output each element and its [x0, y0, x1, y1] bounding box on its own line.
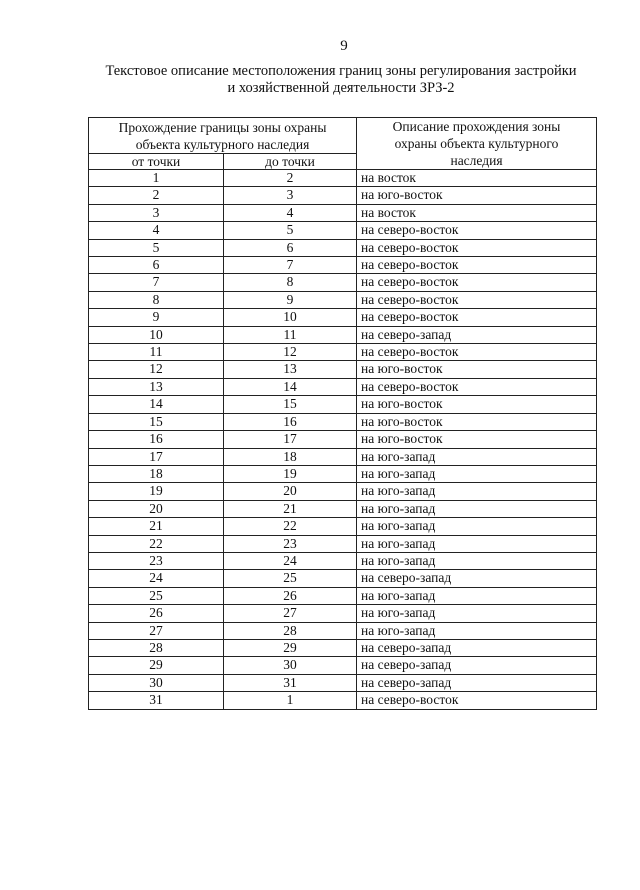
cell-from-point: 2 [89, 187, 224, 204]
cell-from-point: 30 [89, 674, 224, 691]
table-row [89, 431, 597, 448]
document-title [88, 63, 594, 97]
cell-to-point: 8 [224, 274, 357, 291]
table-row [89, 187, 597, 204]
cell-direction: на юго-восток [357, 187, 597, 204]
table-row [89, 570, 597, 587]
boundary-table [88, 117, 597, 710]
cell-direction: на северо-восток [357, 309, 597, 326]
cell-to-point: 22 [224, 518, 357, 535]
cell-from-point: 7 [89, 274, 224, 291]
cell-direction: на юго-запад [357, 587, 597, 604]
cell-to-point: 23 [224, 535, 357, 552]
table-row [89, 552, 597, 569]
cell-from-point: 27 [89, 622, 224, 639]
cell-from-point: 29 [89, 657, 224, 674]
header-description-line-3: наследия [450, 153, 503, 168]
cell-direction: на северо-запад [357, 639, 597, 656]
cell-to-point: 2 [224, 170, 357, 187]
cell-direction: на северо-запад [357, 570, 597, 587]
cell-to-point: 11 [224, 326, 357, 343]
cell-from-point: 20 [89, 500, 224, 517]
cell-direction: на северо-восток [357, 378, 597, 395]
cell-direction: на юго-запад [357, 622, 597, 639]
table-row [89, 170, 597, 187]
header-description-line-1: Описание прохождения зоны [392, 119, 561, 134]
cell-direction: на северо-восток [357, 344, 597, 361]
table-row [89, 605, 597, 622]
table-row [89, 500, 597, 517]
cell-direction: на северо-восток [357, 257, 597, 274]
cell-to-point: 21 [224, 500, 357, 517]
cell-to-point: 20 [224, 483, 357, 500]
cell-from-point: 5 [89, 239, 224, 256]
cell-from-point: 10 [89, 326, 224, 343]
cell-direction: на юго-восток [357, 361, 597, 378]
cell-direction: на юго-восток [357, 431, 597, 448]
table-row [89, 518, 597, 535]
cell-to-point: 29 [224, 639, 357, 656]
header-description [357, 118, 597, 170]
table-row [89, 483, 597, 500]
table-row [89, 692, 597, 709]
cell-from-point: 14 [89, 396, 224, 413]
cell-direction: на юго-запад [357, 483, 597, 500]
header-boundary-passage-line-1: Прохождение границы зоны охраны [118, 120, 327, 135]
cell-direction: на юго-запад [357, 605, 597, 622]
cell-to-point: 17 [224, 431, 357, 448]
cell-to-point: 4 [224, 204, 357, 221]
cell-to-point: 25 [224, 570, 357, 587]
cell-to-point: 9 [224, 291, 357, 308]
table-row [89, 657, 597, 674]
cell-from-point: 9 [89, 309, 224, 326]
cell-to-point: 27 [224, 605, 357, 622]
cell-from-point: 16 [89, 431, 224, 448]
cell-from-point: 17 [89, 448, 224, 465]
table-row [89, 396, 597, 413]
cell-direction: на юго-восток [357, 413, 597, 430]
cell-from-point: 24 [89, 570, 224, 587]
cell-from-point: 25 [89, 587, 224, 604]
table-row [89, 204, 597, 221]
document-title-line-2: и хозяйственной деятельности ЗРЗ-2 [227, 80, 455, 96]
cell-from-point: 12 [89, 361, 224, 378]
cell-from-point: 28 [89, 639, 224, 656]
cell-to-point: 14 [224, 378, 357, 395]
cell-to-point: 12 [224, 344, 357, 361]
cell-direction: на юго-запад [357, 552, 597, 569]
header-from-point: от точки [89, 154, 224, 170]
cell-to-point: 28 [224, 622, 357, 639]
cell-to-point: 30 [224, 657, 357, 674]
cell-direction: на восток [357, 204, 597, 221]
cell-to-point: 19 [224, 465, 357, 482]
cell-from-point: 1 [89, 170, 224, 187]
table-header [89, 118, 597, 170]
cell-from-point: 4 [89, 222, 224, 239]
cell-direction: на юго-запад [357, 518, 597, 535]
cell-to-point: 1 [224, 692, 357, 709]
cell-to-point: 31 [224, 674, 357, 691]
cell-direction: на северо-восток [357, 291, 597, 308]
table-row [89, 344, 597, 361]
table-row [89, 361, 597, 378]
cell-from-point: 19 [89, 483, 224, 500]
cell-direction: на юго-запад [357, 448, 597, 465]
cell-direction: на северо-запад [357, 326, 597, 343]
table-row [89, 535, 597, 552]
header-boundary-passage [89, 118, 357, 154]
cell-from-point: 13 [89, 378, 224, 395]
cell-to-point: 15 [224, 396, 357, 413]
cell-from-point: 31 [89, 692, 224, 709]
table-row [89, 274, 597, 291]
cell-direction: на северо-восток [357, 274, 597, 291]
cell-from-point: 26 [89, 605, 224, 622]
cell-from-point: 22 [89, 535, 224, 552]
page-number: 9 [340, 38, 348, 54]
cell-from-point: 18 [89, 465, 224, 482]
cell-from-point: 11 [89, 344, 224, 361]
cell-from-point: 6 [89, 257, 224, 274]
table-row [89, 257, 597, 274]
cell-from-point: 15 [89, 413, 224, 430]
cell-to-point: 10 [224, 309, 357, 326]
cell-from-point: 23 [89, 552, 224, 569]
cell-to-point: 18 [224, 448, 357, 465]
table-row [89, 239, 597, 256]
cell-to-point: 26 [224, 587, 357, 604]
table-row [89, 291, 597, 308]
cell-to-point: 13 [224, 361, 357, 378]
table-row [89, 587, 597, 604]
cell-to-point: 16 [224, 413, 357, 430]
document-title-line-1: Текстовое описание местоположения границ зоны регулирования застройки [105, 63, 577, 79]
cell-from-point: 3 [89, 204, 224, 221]
cell-direction: на юго-восток [357, 396, 597, 413]
table-row [89, 465, 597, 482]
cell-direction: на северо-запад [357, 657, 597, 674]
table-row [89, 674, 597, 691]
cell-to-point: 7 [224, 257, 357, 274]
cell-from-point: 8 [89, 291, 224, 308]
cell-direction: на юго-запад [357, 500, 597, 517]
table-body [89, 170, 597, 710]
cell-direction: на северо-восток [357, 222, 597, 239]
table-row [89, 413, 597, 430]
table-row [89, 326, 597, 343]
table-row [89, 448, 597, 465]
cell-direction: на северо-запад [357, 674, 597, 691]
header-to-point: до точки [224, 154, 357, 170]
cell-to-point: 3 [224, 187, 357, 204]
header-description-line-2: охраны объекта культурного [394, 136, 559, 151]
cell-direction: на юго-запад [357, 535, 597, 552]
cell-direction: на северо-восток [357, 239, 597, 256]
cell-to-point: 24 [224, 552, 357, 569]
table-row [89, 222, 597, 239]
cell-direction: на восток [357, 170, 597, 187]
header-boundary-passage-line-2: объекта культурного наследия [135, 137, 310, 152]
cell-to-point: 5 [224, 222, 357, 239]
cell-from-point: 21 [89, 518, 224, 535]
cell-to-point: 6 [224, 239, 357, 256]
table-row [89, 622, 597, 639]
table-row [89, 378, 597, 395]
cell-direction: на северо-восток [357, 692, 597, 709]
cell-direction: на юго-запад [357, 465, 597, 482]
table-row [89, 309, 597, 326]
table-row [89, 639, 597, 656]
